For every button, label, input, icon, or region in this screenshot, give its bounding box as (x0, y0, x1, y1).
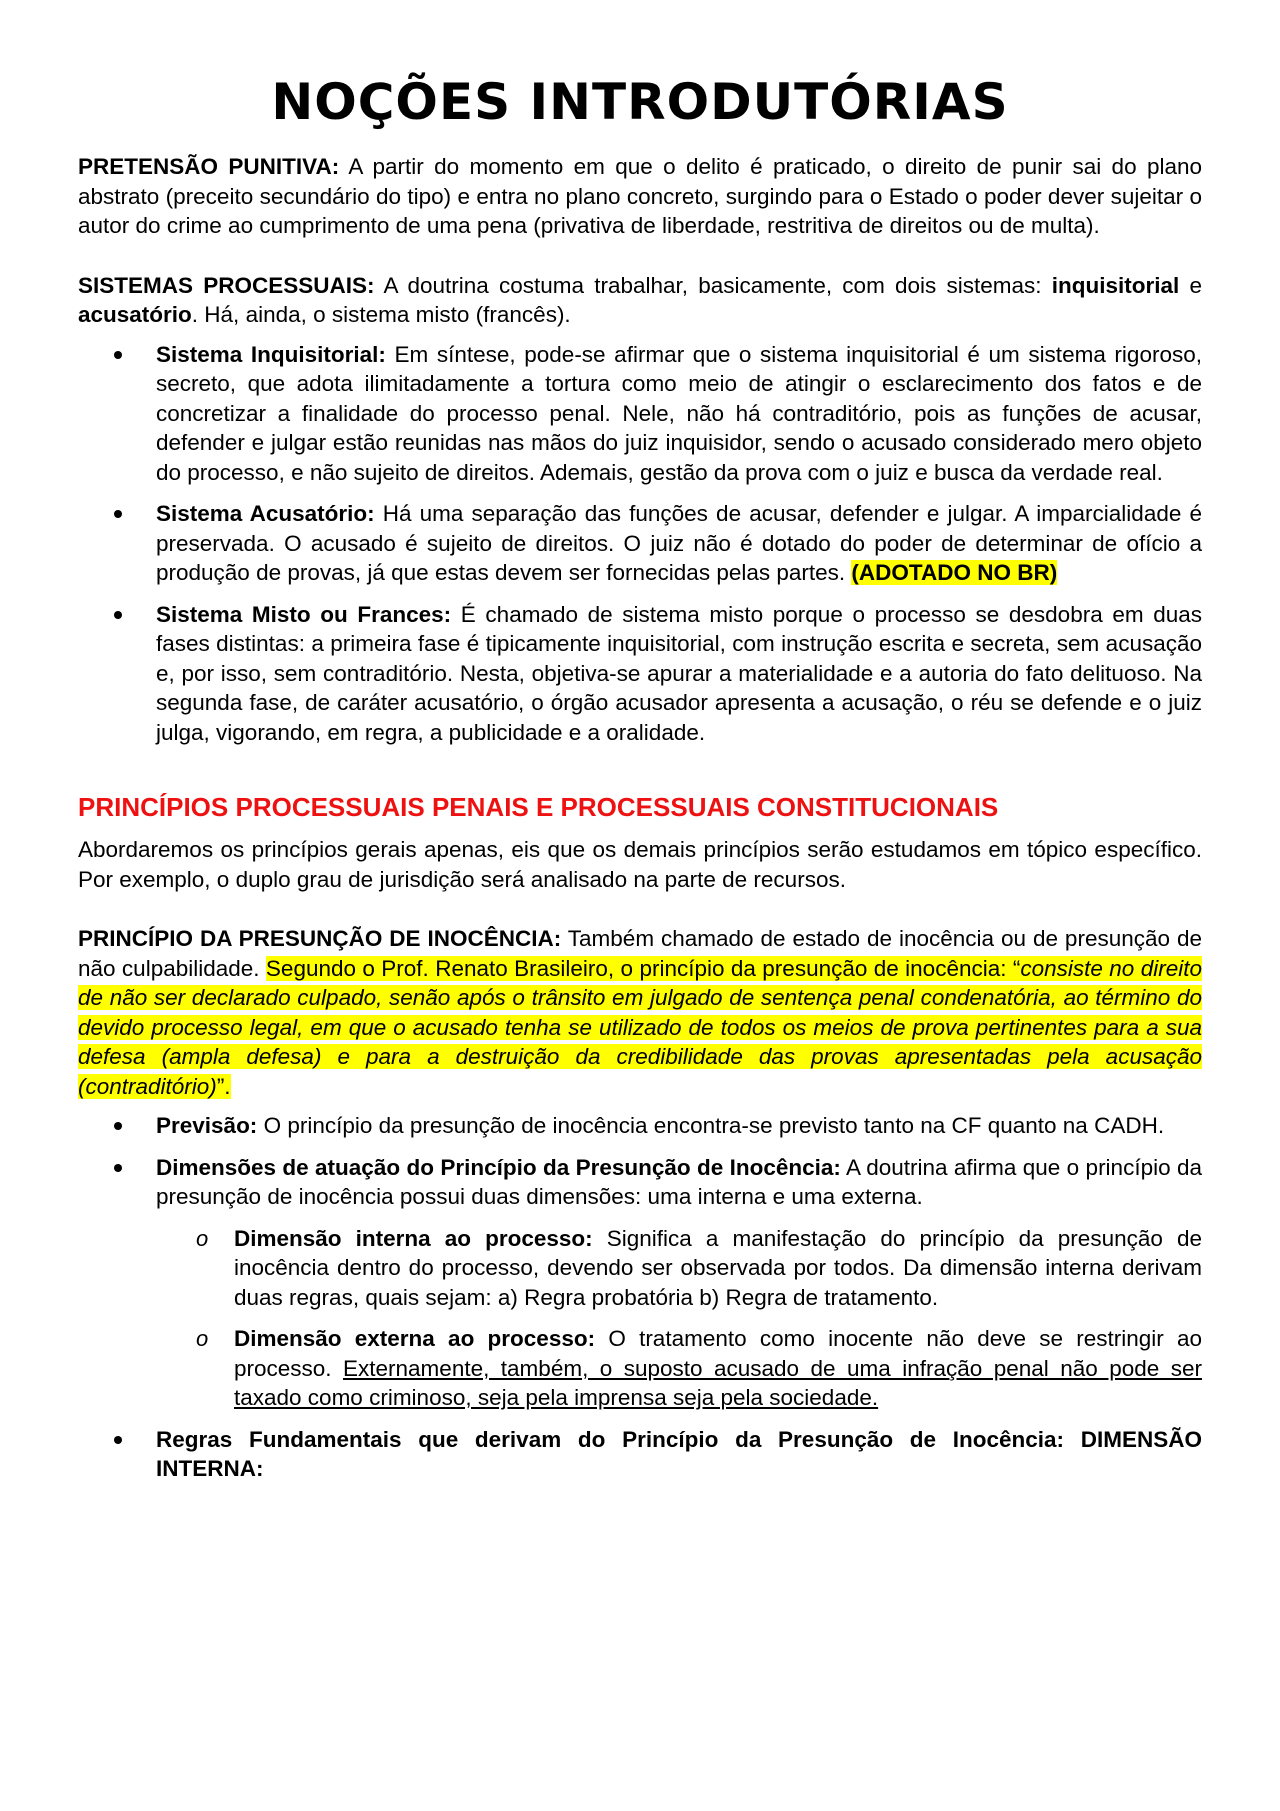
presuncao-highlight-end: ”. (216, 1073, 231, 1099)
sistemas-text: . Há, ainda, o sistema misto (francês). (191, 302, 571, 327)
pretensao-text: A partir do momento em que o delito é praticado, o direito de punir sai do plano abstrato (preceito secundário do tipo) e entra no plano concreto, surgindo para o Estado o poder dever sujeitar o autor do crime ao cumprimento de uma pena (privativa de liberdade, restritiva de direitos ou de multa). (78, 154, 1202, 238)
sistemas-text: A doutrina costuma trabalhar, basicamente, com dois sistemas: (374, 272, 1052, 298)
item-label: Sistema Misto ou Frances: (156, 601, 452, 627)
list-item-misto (78, 600, 1202, 748)
item-text: O princípio da presunção de inocência encontra-se previsto tanto na CF quanto na CADH. (257, 1113, 1165, 1138)
item-label: Previsão: (156, 1113, 258, 1138)
item-label: Sistema Acusatório: (156, 501, 375, 526)
dimensoes-sublist (156, 1224, 1202, 1413)
bullet-icon (114, 611, 122, 619)
bullet-icon (114, 351, 122, 359)
list-item-regras (78, 1425, 1202, 1484)
list-item-dimensoes (78, 1153, 1202, 1413)
term-acusatorio: acusatório (78, 302, 192, 327)
presuncao-paragraph (78, 924, 1202, 1101)
bullet-icon (114, 1164, 122, 1172)
sistemas-paragraph (78, 271, 1202, 330)
regras-label: Regras Fundamentais que derivam do Princípio da Presunção de Inocência: DIMENSÃO INTERNA: (156, 1426, 1202, 1481)
bullet-icon (114, 1436, 122, 1444)
item-label: Sistema Inquisitorial: (156, 341, 386, 367)
sublist-item-externa (156, 1324, 1202, 1413)
page-title: NOÇÕES INTRODUTÓRIAS (271, 73, 1009, 131)
adotado-highlight: (ADOTADO NO BR) (851, 560, 1058, 585)
bullet-icon (114, 1122, 122, 1130)
pretensao-paragraph (78, 152, 1202, 241)
circle-bullet-icon: o (196, 1225, 209, 1251)
item-label: Dimensões de atuação do Princípio da Presunção de Inocência: (156, 1154, 841, 1180)
item-text: Em síntese, pode-se afirmar que o sistema inquisitorial é um sistema rigoroso, secreto, que adota ilimitadamente a tortura como meio de atingir o esclarecimento dos fatos e de concretizar a finalidade do processo penal. Nele, não há contraditório, pois as funções de acusar, defender e julgar estão reunidas nas mãos do juiz inquisidor, sendo o acusado considerado mero objeto do processo, e não sujeito de direitos. Ademais, gestão da prova com o juiz e busca da verdade real. (156, 341, 1202, 485)
sistemas-list (78, 340, 1202, 748)
subitem-text: O tratamento como inocente não deve se restringir ao processo. (234, 1326, 1202, 1381)
list-item-inquisitorial (78, 340, 1202, 488)
presuncao-text: Também chamado de estado de inocência ou de presunção de não culpabilidade. (78, 926, 1202, 981)
list-item-acusatorio (78, 499, 1202, 588)
sistemas-text: e (1179, 272, 1203, 298)
item-text: É chamado de sistema misto porque o processo se desdobra em duas fases distintas: a primeira fase é tipicamente inquisitorial, com instrução escrita e secreta, sem acusação e, por isso, sem contraditório. Nesta, objetiva-se apurar a materialidade e a autoria do fato delituoso. Na segunda fase, de caráter acusatório, o órgão acusador apresenta a acusação, o réu se defende e o juiz julga, vigorando, em regra, a publicidade e a oralidade. (156, 601, 1202, 745)
pretensao-label: PRETENSÃO PUNITIVA: (78, 154, 340, 179)
list-item-previsao (78, 1111, 1202, 1141)
sistemas-label: SISTEMAS PROCESSUAIS: (78, 272, 375, 298)
presuncao-highlight-quote: consiste no direito de não ser declarado culpado, senão após o trânsito em julgado de sentença penal condenatória, ao término do devido processo legal, em que o acusado tenha se utilizado de todos os meios de prova pertinentes para a sua defesa (ampla defesa) e para a destruição da credibilidade das provas apresentadas pela acusação (contraditório) (78, 955, 1202, 1099)
item-text: Há uma separação das funções de acusar, defender e julgar. A imparcialidade é preservada. O acusado é sujeito de direitos. O juiz não é dotado do poder de determinar de ofício a produção de provas, já que estas devem ser fornecidas pelas partes. (156, 501, 1202, 585)
presuncao-list (78, 1111, 1202, 1484)
bullet-icon (114, 510, 122, 518)
item-text: A doutrina afirma que o princípio da presunção de inocência possui duas dimensões: uma interna e uma externa. (156, 1154, 1202, 1209)
presuncao-highlight-lead: Segundo o Prof. Renato Brasileiro, o princípio da presunção de inocência: “ (265, 955, 1021, 981)
principios-intro: Abordaremos os princípios gerais apenas, eis que os demais princípios serão estudamos em tópico específico. Por exemplo, o duplo grau de jurisdição será analisado na parte de recursos. (78, 837, 1202, 892)
circle-bullet-icon: o (196, 1326, 209, 1351)
subitem-label: Dimensão interna ao processo: (234, 1225, 593, 1251)
term-inquisitorial: inquisitorial (1051, 272, 1180, 298)
subitem-text: Significa a manifestação do princípio da presunção de inocência dentro do processo, devendo ser observada por todos. Da dimensão interna derivam duas regras, quais sejam: a) Regra probatória b) Regra de tratamento. (234, 1225, 1202, 1310)
subitem-label: Dimensão externa ao processo: (234, 1326, 596, 1351)
subitem-underlined-text: Externamente, também, o suposto acusado de uma infração penal não pode ser taxado como criminoso, seja pela imprensa seja pela sociedade. (234, 1355, 1202, 1410)
principios-heading: PRINCÍPIOS PROCESSUAIS PENAIS E PROCESSUAIS CONSTITUCIONAIS (78, 792, 999, 822)
presuncao-label: PRINCÍPIO DA PRESUNÇÃO DE INOCÊNCIA: (78, 926, 562, 951)
sublist-item-interna (156, 1224, 1202, 1313)
